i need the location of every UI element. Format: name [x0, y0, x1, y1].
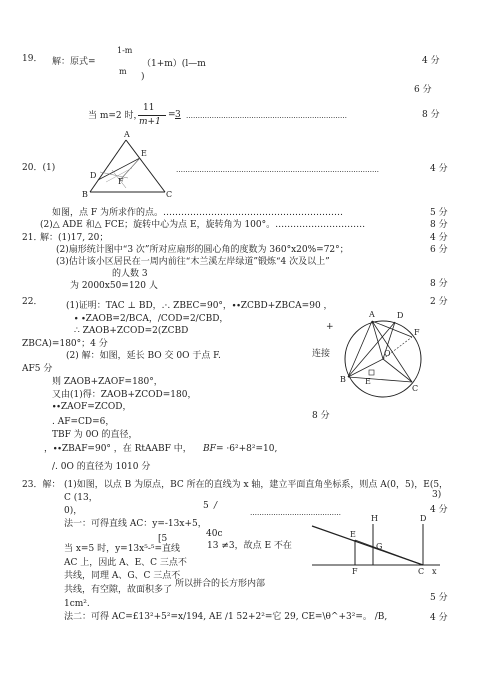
q22-line5: (2) 解：如图，延长 BO 交 0O 于点 F.: [66, 351, 221, 361]
q23-label-x: x: [432, 567, 437, 576]
q19-dots: ……………………………………………………………: [186, 112, 347, 120]
q19-result: 3: [175, 110, 181, 120]
q22-plus-mark: +: [326, 322, 334, 332]
q23-line7: 当 x=5 时，y=13x⁵-⁵=直线: [64, 544, 181, 554]
q21-points-3: 8 分: [430, 279, 448, 289]
q23-line11: 1cm².: [64, 599, 90, 609]
q19-line1-expression: （1+m）(l—m: [142, 59, 206, 69]
q22-line2: ∙ ∙ZAOB=2/BCA，/COD=2/CBD，: [74, 314, 229, 324]
q22-label-a: A: [369, 310, 375, 319]
q21-line4: 的人数 3: [112, 269, 148, 279]
q23-line4a: 5: [203, 501, 209, 511]
q23-line10a: 共线，有空隙，故面积多了: [64, 585, 173, 595]
q22-points-2: 8 分: [312, 411, 330, 421]
q19-line1-paren: ): [141, 72, 145, 82]
q20-label-b: B: [82, 190, 88, 199]
q19-line3-prefix: 当 m=2 时，: [88, 111, 143, 121]
q23-line12: 法二：可得 AC=£13²+5²=x/194, AE ∕1 52+2²=它 29, CE=\θ^+3²=。 /B,: [64, 612, 388, 622]
q20-number: 20．(1): [22, 163, 56, 173]
q22-connect-label: 连接: [312, 349, 331, 359]
q22-line4: ZBCA)=180°；4 分: [22, 339, 108, 349]
q23-line6: 40c: [206, 529, 223, 539]
q20-line2: 如图，点 F 为所求作的点。……………………………………………………: [52, 208, 343, 218]
q22-line9: ∙∙ZAOF=ZCOD，: [52, 402, 132, 412]
q23-line3: 0)，: [64, 506, 83, 516]
q22-points-1: 2 分: [430, 297, 448, 307]
q21-points-1: 4 分: [430, 233, 448, 243]
q21-line1: 解：(1)17, 20；: [40, 233, 109, 243]
q23-label-f: F: [352, 567, 358, 576]
q19-points-1: 4 分: [422, 56, 440, 66]
q23-line10b: 所以拼合的长方形内部: [175, 579, 266, 589]
q22-label-o: O: [384, 349, 391, 358]
q20-line3: (2)△ ADE 和△ FCE；旋转中心为点 E，旋转角为 100°。…………………………: [40, 220, 366, 230]
q22-label-f: F: [414, 328, 420, 337]
q20-points-1: 4 分: [430, 164, 448, 174]
q23-line2b: 3): [432, 490, 442, 500]
q19-points-2: 6 分: [414, 85, 432, 95]
q22-line11: TBF 为 0O 的直径，: [52, 430, 138, 440]
q23-line6b: [5: [158, 534, 168, 544]
q19-points-3: 8 分: [422, 110, 440, 120]
q23-line5: 法一：可得直线 AC：y=-13x+5，: [64, 519, 207, 529]
q19-line1-prefix: 解：原式=: [52, 57, 96, 67]
q21-line3: (3)估计该小区居民在一周内前往“木兰溪左岸绿道”锻炼“4 次及以上”: [56, 257, 330, 267]
q21-number: 21．: [22, 233, 43, 243]
q19-number: 19．: [22, 54, 43, 64]
q21-points-2: 6 分: [430, 245, 448, 255]
q23-line9: 共线，同理 A、G、C 三点不: [64, 571, 181, 581]
q22-line10: . AF=CD=6，: [52, 417, 115, 427]
q23-label-d: D: [420, 514, 427, 523]
q23-line8: AC 上，因此 A、E、C 三点不: [64, 558, 187, 568]
q22-label-d: D: [397, 311, 404, 320]
q19-fraction2-numerator: 11: [143, 103, 155, 113]
q20-label-a: A: [124, 130, 130, 139]
q20-dots-1: ……………………………………………………………………………: [176, 166, 379, 174]
q23-line1: (1)如图，以点 B 为原点，BC 所在的直线为 x 轴，建立平面直角坐标系，则点 A(0，5)，E(5，: [64, 480, 449, 490]
q22-line3: ∴ ZAOB+ZCOD=2(ZCBD: [74, 326, 189, 336]
q22-line13: /. 0O 的直径为 1010 分: [52, 462, 151, 472]
q20-label-e: E: [141, 149, 147, 158]
q22-line12-prefix: ，∙∙ZBAF=90° ，在 RtAABF 中，: [44, 444, 192, 454]
q23-points-3: 4 分: [430, 613, 448, 623]
q19-fraction2-denominator: m+1: [139, 117, 161, 127]
q23-diagonal-2: [355, 540, 423, 565]
q21-line5: 为 2000x50=120 人: [70, 281, 158, 291]
q23-label-g: G: [376, 542, 383, 551]
q23-line2a: C (13，: [64, 493, 98, 503]
q22-line1: (1)证明：TAC ⊥ BD，.·. ZBEC=90°，∙∙ZCBD+ZBCA=90 ，: [66, 301, 333, 311]
q22-label-e: E: [365, 377, 371, 386]
q20-label-d: D: [90, 171, 97, 180]
q20-points-3: 8 分: [430, 220, 448, 230]
q23-points-2: 5 分: [430, 593, 448, 603]
q23-dots-1: …………………………………: [250, 509, 341, 517]
q19-fraction-top: 1-m: [117, 46, 133, 55]
q22-number: 22．: [22, 297, 43, 307]
q23-label-e: E: [350, 530, 356, 539]
q22-line7: 则 ZAOB+ZAOF=180°，: [52, 377, 163, 387]
q20-label-c: C: [166, 190, 173, 199]
q23-label-h: H: [371, 514, 378, 523]
q22-line6: AF5 分: [22, 364, 53, 374]
q19-equals: =: [168, 110, 176, 120]
q22-label-b: B: [340, 375, 346, 384]
q22-line8: 又由(1)得：ZAOB+ZCOD=180，: [52, 390, 197, 400]
q23-number: 23．解：: [22, 480, 61, 490]
q22-line12-result: = ·6²+8²=10,: [216, 444, 278, 454]
q20-points-2: 5 分: [430, 208, 448, 218]
q23-points-1: 4 分: [430, 505, 448, 515]
q23-line4b: /: [214, 501, 218, 511]
q22-line12-bf: BF: [203, 444, 216, 454]
q21-line2: (2)扇形统计图中“3 次”所对应扇形的圆心角的度数为 360°x20%=72°；: [56, 245, 349, 255]
q23-label-c: C: [418, 567, 425, 576]
q22-label-c: C: [412, 384, 419, 393]
q23-line7b: 13 ≠3，故点 E 不在: [207, 541, 292, 551]
q19-fraction-bottom: m: [119, 67, 127, 76]
q20-label-f: F: [118, 177, 124, 186]
